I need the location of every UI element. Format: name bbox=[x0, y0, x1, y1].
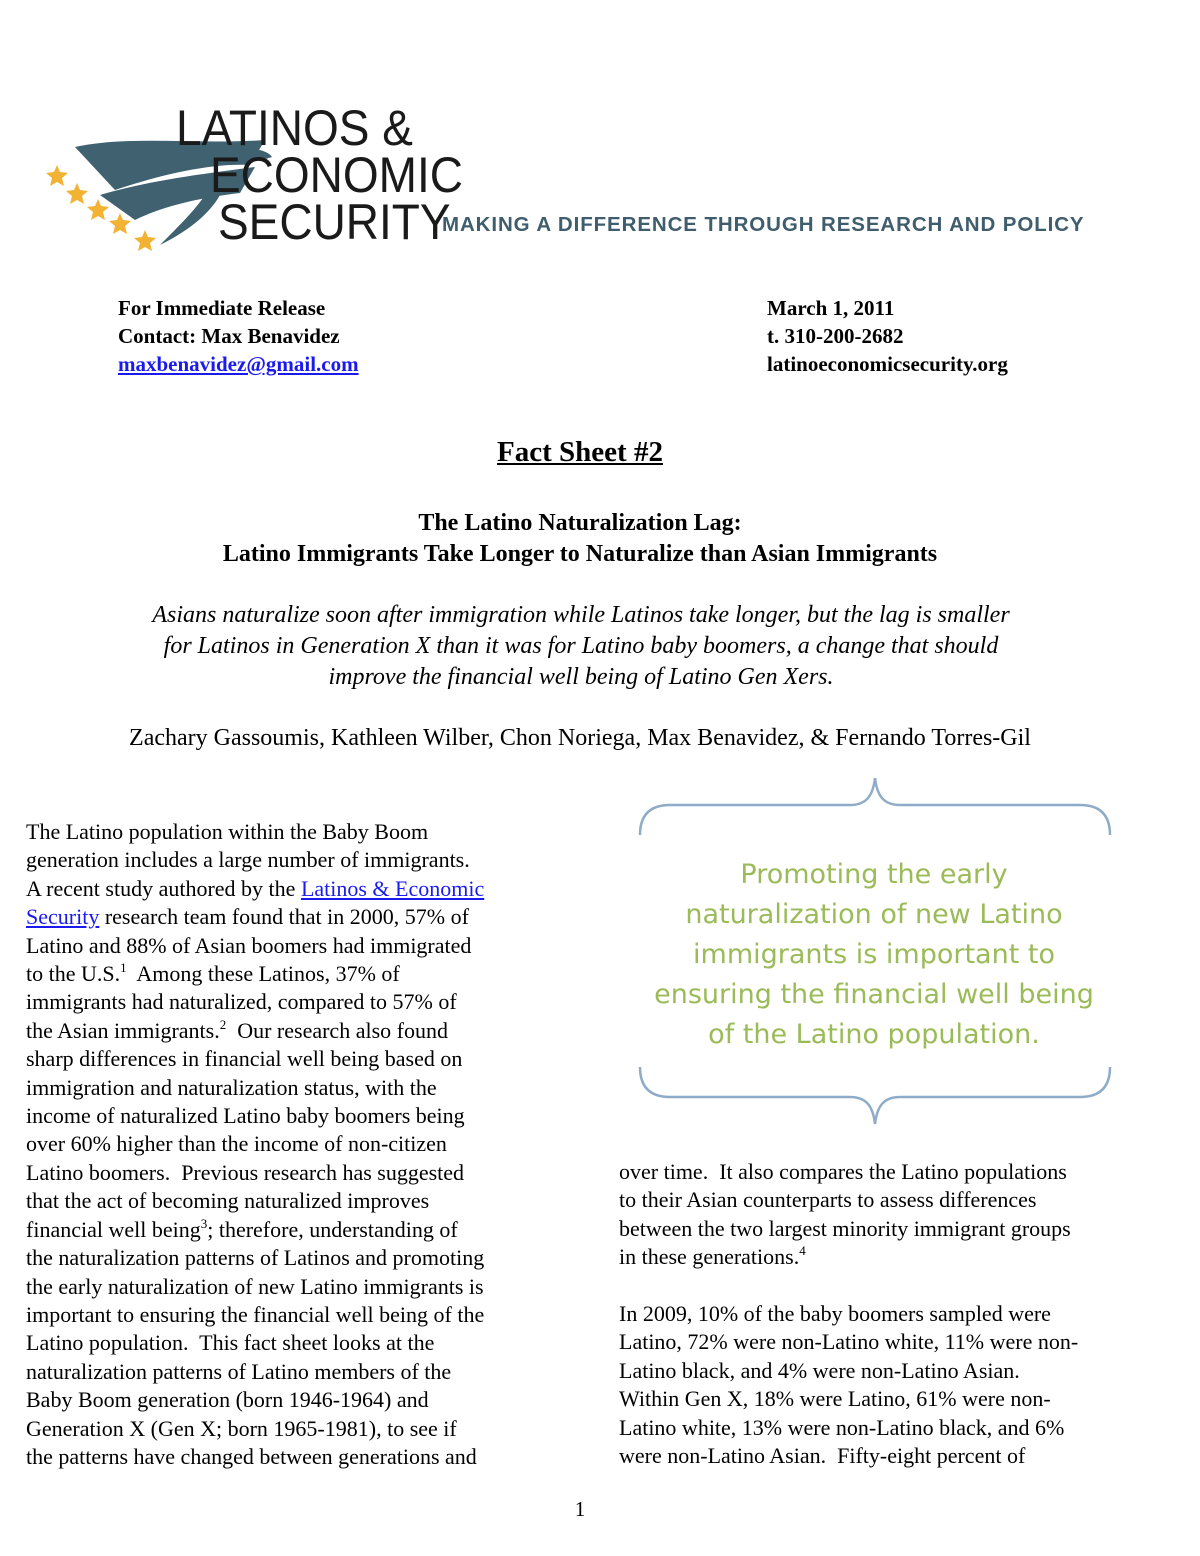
text-fragment: A recent study authored by the bbox=[26, 875, 301, 901]
callout-top-brace bbox=[635, 775, 1115, 837]
text-fragment: Our research also found bbox=[226, 1017, 448, 1043]
text-fragment: in these generations. bbox=[619, 1244, 800, 1270]
authors-line: Zachary Gassoumis, Kathleen Wilber, Chon Noriega, Max Benavidez, & Fernando Torres-Gil bbox=[129, 725, 1031, 751]
text-line: to their Asian counterparts to assess differences bbox=[619, 1187, 1037, 1213]
footnote-ref-4: 4 bbox=[799, 1243, 806, 1259]
text-line: important to ensuring the financial well being of the bbox=[26, 1301, 485, 1327]
text-line: Baby Boom generation (born 1946-1964) and bbox=[26, 1387, 429, 1413]
logo-text-line1: LATINOS & bbox=[176, 100, 413, 156]
release-date: March 1, 2011 bbox=[767, 296, 895, 320]
pull-quote-callout bbox=[640, 855, 1108, 1055]
text-line: Generation X (Gen X; born 1965-1981), to see if bbox=[26, 1415, 457, 1441]
website-text: latinoeconomicsecurity.org bbox=[767, 352, 1008, 376]
text-line bbox=[26, 1216, 556, 1244]
text-line: between the two largest minority immigrant groups bbox=[619, 1215, 1071, 1241]
fact-sheet-subtitle bbox=[0, 508, 1160, 570]
text-fragment: research team found that in 2000, 57% of bbox=[99, 904, 469, 930]
page-title: Fact Sheet #2 bbox=[497, 436, 663, 468]
logo-tagline: MAKING A DIFFERENCE THROUGH RESEARCH AND POLICY bbox=[442, 213, 1085, 236]
footnote-ref-2: 2 bbox=[219, 1016, 227, 1032]
contact-email-link[interactable]: maxbenavidez@gmail.com bbox=[118, 352, 359, 376]
right-column-paragraph-2 bbox=[619, 1300, 1149, 1470]
text-line: sharp differences in financial well being based on bbox=[26, 1046, 463, 1072]
callout-line5: of the Latino population. bbox=[708, 1019, 1040, 1050]
research-team-link[interactable]: Latinos & Economic bbox=[300, 875, 485, 901]
contact-name: Contact: Max Benavidez bbox=[118, 324, 340, 348]
text-line: naturalization patterns of Latino members of the bbox=[26, 1358, 452, 1384]
right-column-paragraph-1 bbox=[619, 1158, 1149, 1272]
text-fragment: Among these Latinos, 37% of bbox=[126, 961, 400, 987]
research-team-link-cont[interactable]: Security bbox=[26, 904, 100, 930]
text-fragment: the Asian immigrants. bbox=[26, 1017, 220, 1043]
text-line: that the act of becoming naturalized improves bbox=[26, 1188, 430, 1214]
text-line bbox=[619, 1243, 1149, 1271]
release-label: For Immediate Release bbox=[118, 296, 326, 320]
callout-line4: ensuring the financial well being bbox=[654, 979, 1094, 1010]
text-line: Within Gen X, 18% were Latino, 61% were non- bbox=[619, 1386, 1051, 1412]
text-line: the early naturalization of new Latino immigrants is bbox=[26, 1273, 484, 1299]
logo-text-line3: SECURITY bbox=[218, 194, 451, 250]
text-line: the patterns have changed between generations and bbox=[26, 1443, 477, 1469]
text-line bbox=[26, 1017, 556, 1045]
text-line: immigrants had naturalized, compared to 57% of bbox=[26, 989, 457, 1015]
footnote-ref-3: 3 bbox=[200, 1215, 208, 1231]
date-contact-info bbox=[767, 294, 1008, 378]
text-line: Latino, 72% were non-Latino white, 11% were non- bbox=[619, 1329, 1079, 1355]
callout-line3: immigrants is important to bbox=[693, 939, 1055, 970]
callout-line1: Promoting the early bbox=[740, 859, 1008, 890]
footnote-ref-1: 1 bbox=[120, 960, 127, 976]
text-line: The Latino population within the Baby Boom bbox=[26, 819, 429, 844]
text-line: over time. It also compares the Latino populations bbox=[619, 1159, 1067, 1184]
contact-phone: t. 310-200-2682 bbox=[767, 324, 904, 348]
text-line bbox=[26, 960, 556, 988]
text-line: Latino white, 13% were non-Latino black, and 6% bbox=[619, 1414, 1065, 1440]
text-line bbox=[26, 875, 556, 903]
lede-line3: improve the financial well being of Latino Gen Xers. bbox=[328, 664, 834, 690]
text-line: Latino black, and 4% were non-Latino Asian. bbox=[619, 1357, 1020, 1383]
lede-line2: for Latinos in Generation X than it was for Latino baby boomers, a change that should bbox=[163, 633, 999, 659]
text-line: income of naturalized Latino baby boomers being bbox=[26, 1103, 465, 1129]
callout-bottom-brace bbox=[635, 1065, 1115, 1127]
text-line: generation includes a large number of immigrants. bbox=[26, 847, 470, 873]
text-line: Latino and 88% of Asian boomers had immigrated bbox=[26, 932, 472, 958]
text-fragment: to the U.S. bbox=[26, 961, 121, 987]
left-column-paragraph bbox=[26, 818, 556, 1471]
lede-line1: Asians naturalize soon after immigration while Latinos take longer, but the lag is smaller bbox=[152, 602, 1010, 628]
release-info bbox=[118, 294, 359, 378]
text-line: were non-Latino Asian. Fifty-eight percent of bbox=[619, 1443, 1026, 1469]
callout-line2: naturalization of new Latino bbox=[685, 899, 1063, 930]
text-line: the naturalization patterns of Latinos and promoting bbox=[26, 1245, 485, 1271]
text-line: immigration and naturalization status, with the bbox=[26, 1074, 437, 1100]
page-number: 1 bbox=[574, 1497, 586, 1521]
logo-text-line2: ECONOMIC bbox=[210, 147, 463, 203]
text-line: over 60% higher than the income of non-citizen bbox=[26, 1131, 447, 1157]
text-line: Latino boomers. Previous research has suggested bbox=[26, 1159, 465, 1185]
text-line: Latino population. This fact sheet looks at the bbox=[26, 1330, 435, 1356]
subtitle-line2: Latino Immigrants Take Longer to Naturalize than Asian Immigrants bbox=[222, 541, 938, 567]
organization-logo bbox=[40, 95, 1150, 275]
text-line bbox=[26, 903, 556, 931]
text-fragment: ; therefore, understanding of bbox=[207, 1216, 458, 1242]
text-line: In 2009, 10% of the baby boomers sampled were bbox=[619, 1301, 1051, 1326]
summary-lede bbox=[90, 600, 1072, 693]
subtitle-line1: The Latino Naturalization Lag: bbox=[418, 510, 742, 536]
text-fragment: financial well being bbox=[26, 1216, 201, 1242]
